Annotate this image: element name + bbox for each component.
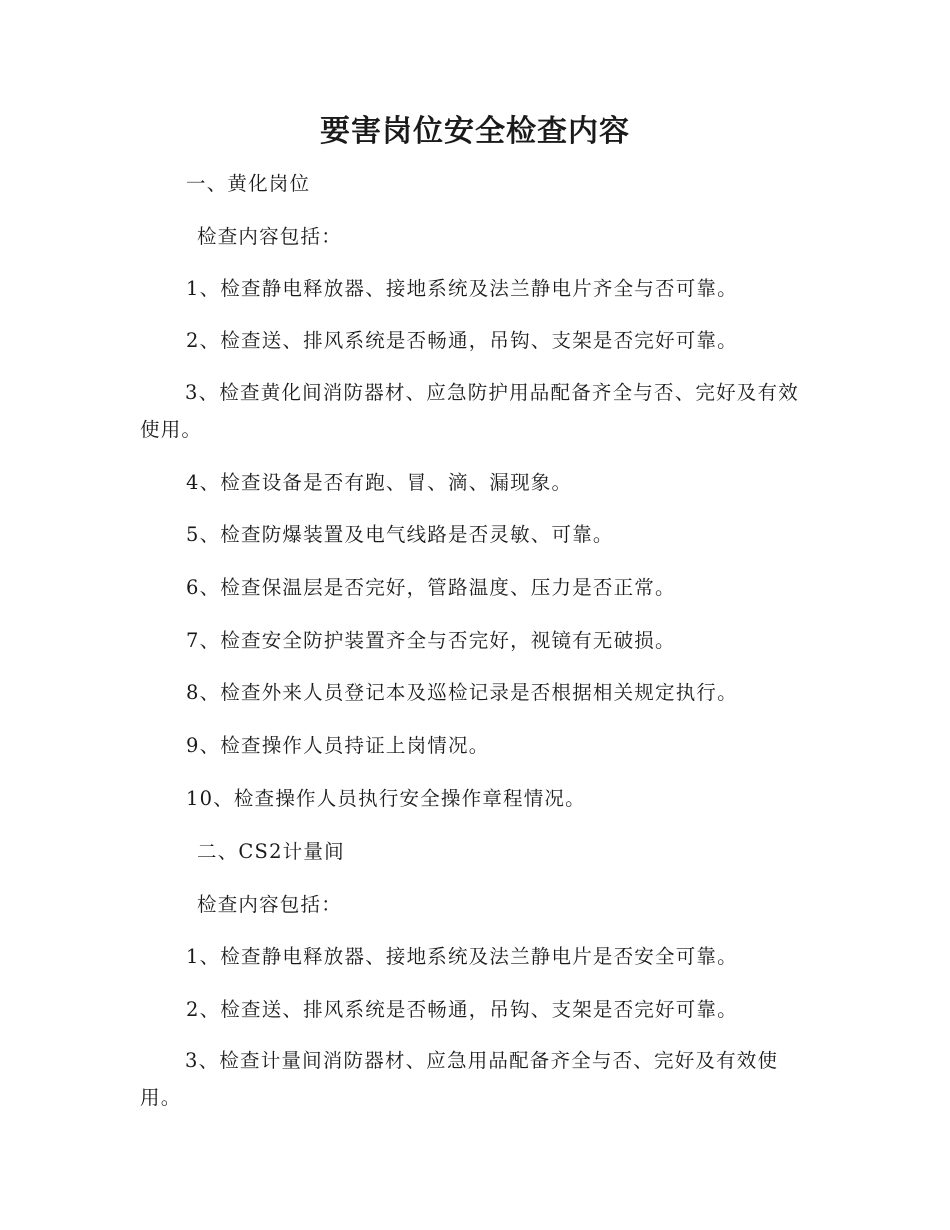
- document-title: 要害岗位安全检查内容: [320, 114, 630, 149]
- list-item: 2、检查送、排风系统是否畅通，吊钩、支架是否完好可靠。: [186, 998, 738, 1021]
- list-item: 6、检查保温层是否完好，管路温度、压力是否正常。: [186, 576, 676, 599]
- list-item: 9、检查操作人员持证上岗情况。: [186, 734, 490, 757]
- list-item: 1、检查静电释放器、接地系统及法兰静电片是否安全可靠。: [186, 945, 738, 968]
- list-item: 8、检查外来人员登记本及巡检记录是否根据相关规定执行。: [186, 681, 738, 704]
- list-item: 1、检查静电释放器、接地系统及法兰静电片齐全与否可靠。: [186, 277, 738, 300]
- list-item: 3、检查黄化间消防器材、应急防护用品配备齐全与否、完好及有效使用。: [140, 381, 799, 441]
- section-intro-1: 检查内容包括：: [197, 225, 342, 248]
- list-item: 3、检查计量间消防器材、应急用品配备齐全与否、完好及有效使用。: [140, 1049, 779, 1109]
- section-intro-2: 检查内容包括：: [197, 893, 342, 916]
- list-item: 7、检查安全防护装置齐全与否完好，视镜有无破损。: [186, 629, 676, 652]
- list-item: 4、检查设备是否有跑、冒、滴、漏现象。: [186, 471, 573, 494]
- list-item: 5、检查防爆装置及电气线路是否灵敏、可靠。: [186, 523, 614, 546]
- list-item: 10、检查操作人员执行安全操作章程情况。: [186, 787, 586, 810]
- section-heading-1: 一、黄化岗位: [186, 172, 311, 195]
- section-heading-2: 二、CS2计量间: [197, 840, 345, 863]
- list-item: 2、检查送、排风系统是否畅通，吊钩、支架是否完好可靠。: [186, 329, 738, 352]
